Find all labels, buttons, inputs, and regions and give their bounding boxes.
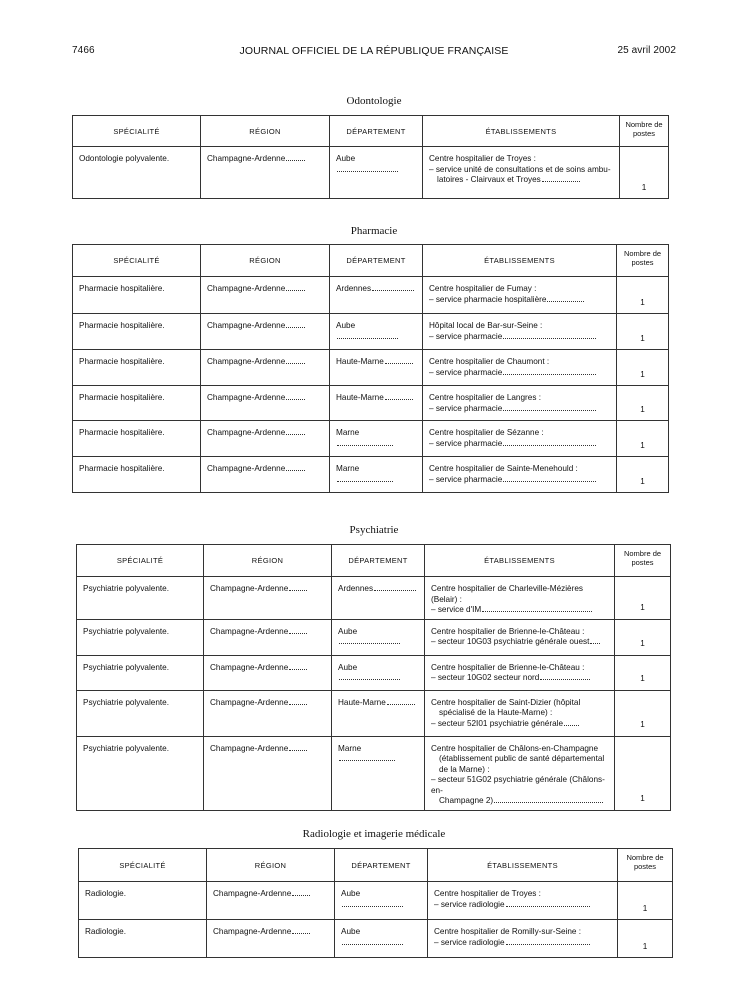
dotted-leader	[289, 745, 307, 751]
region-text: Champagne-Ardenne	[207, 428, 286, 437]
region-text: Champagne-Ardenne	[207, 464, 286, 473]
etablissement-name-cont: de la Marne) :	[439, 764, 490, 774]
departement-text: Aube	[338, 662, 358, 672]
cell-specialite: Odontologie polyvalente.	[73, 147, 201, 199]
etablissement-name: Centre hospitalier de Saint-Dizier (hôpital	[431, 697, 581, 707]
dotted-leader	[494, 797, 602, 803]
service-line: – service radiologie	[434, 937, 505, 947]
dotted-leader	[292, 928, 310, 934]
cell-etablissements	[423, 147, 620, 199]
cell-etablissements	[423, 457, 617, 493]
service-line: – service d'IM	[431, 605, 482, 614]
departement-text: Marne	[336, 464, 360, 473]
dotted-leader	[540, 674, 590, 680]
cell-postes: 1	[615, 619, 671, 655]
cell-departement	[330, 421, 423, 457]
service-line: – secteur 10G02 secteur nord	[431, 673, 540, 682]
dotted-leader	[286, 285, 305, 291]
dotted-leader	[385, 394, 413, 400]
col-header-specialite: SPÉCIALITÉ	[73, 245, 201, 277]
cell-departement	[332, 690, 425, 736]
service-line: – service pharmacie	[429, 331, 503, 341]
cell-specialite: Pharmacie hospitalière.	[73, 386, 201, 421]
cell-region	[204, 655, 332, 690]
page-number: 7466	[72, 45, 95, 56]
table-header-row	[73, 116, 669, 147]
cell-departement	[330, 386, 423, 421]
cell-specialite: Pharmacie hospitalière.	[73, 421, 201, 457]
col-header-region: RÉGION	[201, 245, 330, 277]
section-title: Radiologie et imagerie médicale	[302, 828, 446, 840]
col-header-specialite: SPÉCIALITÉ	[79, 849, 207, 882]
postes-header-line1: Nombre de	[623, 549, 662, 558]
positions-table	[72, 244, 669, 493]
dotted-leader	[292, 890, 310, 896]
etablissement-name: Centre hospitalier de Romilly-sur-Seine :	[434, 927, 581, 936]
table-header-row	[77, 545, 671, 577]
dotted-leader	[289, 699, 307, 705]
table-row	[73, 147, 669, 199]
col-header-departement: DÉPARTEMENT	[332, 545, 425, 577]
cell-postes: 1	[615, 577, 671, 620]
dotted-leader	[337, 476, 393, 482]
dotted-leader	[342, 901, 403, 907]
section-title: Pharmacie	[350, 225, 398, 237]
col-header-departement: DÉPARTEMENT	[335, 849, 428, 882]
cell-departement	[330, 350, 423, 386]
dotted-leader	[339, 674, 400, 680]
positions-table	[78, 848, 673, 958]
departement-text: Aube	[341, 889, 361, 898]
cell-region	[207, 882, 335, 920]
dotted-leader	[374, 585, 416, 591]
service-line: – secteur 52I01 psychiatrie générale	[431, 718, 563, 728]
col-header-postes	[618, 849, 673, 882]
cell-region	[201, 314, 330, 350]
cell-departement	[332, 619, 425, 655]
cell-region	[204, 690, 332, 736]
cell-etablissements	[423, 421, 617, 457]
table-row	[73, 457, 669, 493]
etablissement-name: Centre hospitalier de Charleville-Mézières (Belair) :	[431, 584, 583, 604]
dotted-leader	[482, 606, 592, 612]
dotted-leader	[286, 429, 305, 435]
cell-departement	[332, 577, 425, 620]
cell-specialite: Psychiatrie polyvalente.	[77, 690, 204, 736]
col-header-etablissements: ÉTABLISSEMENTS	[423, 245, 617, 277]
table-header-row	[73, 245, 669, 277]
dotted-leader	[286, 155, 305, 161]
dotted-leader	[289, 585, 307, 591]
dotted-leader	[289, 664, 307, 670]
dotted-leader	[289, 628, 307, 634]
cell-departement	[330, 277, 423, 314]
col-header-etablissements: ÉTABLISSEMENTS	[425, 545, 615, 577]
col-header-region: RÉGION	[204, 545, 332, 577]
cell-etablissements	[428, 920, 618, 958]
dotted-leader	[542, 176, 580, 182]
region-text: Champagne-Ardenne	[210, 697, 289, 707]
cell-postes: 1	[617, 457, 669, 493]
service-line-cont: Champagne 2)	[439, 796, 494, 805]
cell-departement	[330, 457, 423, 493]
cell-postes: 1	[617, 350, 669, 386]
departement-text: Haute-Marne	[338, 697, 386, 707]
cell-departement	[335, 920, 428, 958]
region-text: Champagne-Ardenne	[207, 393, 286, 402]
cell-region	[201, 350, 330, 386]
table-row	[77, 655, 671, 690]
journal-title: JOURNAL OFFICIEL DE LA RÉPUBLIQUE FRANÇAISE	[239, 45, 509, 57]
table-row	[79, 920, 673, 958]
cell-etablissements	[423, 314, 617, 350]
table-row	[73, 386, 669, 421]
table-row	[77, 577, 671, 620]
cell-specialite: Pharmacie hospitalière.	[73, 277, 201, 314]
dotted-leader	[337, 333, 398, 339]
dotted-leader	[503, 405, 595, 411]
region-text: Champagne-Ardenne	[207, 321, 286, 330]
issue-date: 25 avril 2002	[617, 45, 676, 56]
cell-specialite: Psychiatrie polyvalente.	[77, 619, 204, 655]
cell-specialite: Radiologie.	[79, 882, 207, 920]
dotted-leader	[590, 638, 600, 644]
postes-header-line2: postes	[631, 258, 654, 267]
cell-postes: 1	[617, 314, 669, 350]
departement-text: Aube	[341, 927, 361, 936]
cell-departement	[330, 147, 423, 199]
postes-header-line2: postes	[633, 862, 657, 871]
cell-etablissements	[425, 655, 615, 690]
etablissement-name: Centre hospitalier de Brienne-le-Château :	[431, 662, 585, 672]
dotted-leader	[564, 720, 579, 726]
cell-region	[204, 619, 332, 655]
col-header-specialite: SPÉCIALITÉ	[77, 545, 204, 577]
cell-etablissements	[425, 577, 615, 620]
dotted-leader	[372, 285, 414, 291]
etablissement-name: Centre hospitalier de Brienne-le-Château :	[431, 626, 585, 636]
dotted-leader	[385, 358, 413, 364]
cell-postes: 1	[617, 277, 669, 314]
etablissement-name: Centre hospitalier de Troyes :	[434, 889, 541, 898]
service-line: – service pharmacie hospitalière	[429, 294, 547, 304]
cell-region	[207, 920, 335, 958]
col-header-postes	[615, 545, 671, 577]
table-row	[77, 619, 671, 655]
region-text: Champagne-Ardenne	[207, 284, 286, 293]
region-text: Champagne-Ardenne	[213, 889, 292, 898]
cell-region	[201, 277, 330, 314]
positions-table	[72, 115, 669, 199]
section-title: Psychiatrie	[349, 524, 399, 536]
dotted-leader	[506, 901, 590, 907]
etablissement-name: Centre hospitalier de Sézanne :	[429, 428, 544, 437]
cell-departement	[332, 736, 425, 810]
region-text: Champagne-Ardenne	[210, 743, 289, 753]
postes-header-line2: postes	[632, 129, 656, 138]
postes-header-line1: Nombre de	[623, 249, 662, 258]
cell-etablissements	[425, 690, 615, 736]
dotted-leader	[286, 358, 305, 364]
cell-etablissements	[425, 619, 615, 655]
dotted-leader	[503, 333, 595, 339]
etablissement-name-cont: (établissement public de santé départemental	[439, 754, 605, 763]
region-text: Champagne-Ardenne	[210, 626, 289, 636]
dotted-leader	[339, 638, 400, 644]
col-header-specialite: SPÉCIALITÉ	[73, 116, 201, 147]
dotted-leader	[503, 476, 595, 482]
departement-text: Ardennes	[336, 284, 372, 293]
cell-postes: 1	[615, 690, 671, 736]
region-text: Champagne-Ardenne	[210, 584, 289, 593]
table-row	[77, 690, 671, 736]
cell-specialite: Psychiatrie polyvalente.	[77, 655, 204, 690]
col-header-region: RÉGION	[201, 116, 330, 147]
cell-specialite: Pharmacie hospitalière.	[73, 457, 201, 493]
col-header-postes	[617, 245, 669, 277]
dotted-leader	[503, 369, 595, 375]
cell-postes: 1	[615, 736, 671, 810]
dotted-leader	[506, 939, 590, 945]
departement-text: Aube	[336, 154, 356, 163]
col-header-region: RÉGION	[207, 849, 335, 882]
cell-departement	[335, 882, 428, 920]
table-header-row	[79, 849, 673, 882]
col-header-departement: DÉPARTEMENT	[330, 116, 423, 147]
service-line-cont: latoires - Clairvaux et Troyes	[437, 175, 541, 184]
dotted-leader	[547, 296, 583, 302]
cell-departement	[332, 655, 425, 690]
postes-header-line1: Nombre de	[625, 120, 663, 129]
etablissement-name: Centre hospitalier de Châlons-en-Champagne	[431, 743, 599, 753]
departement-text: Marne	[338, 743, 362, 753]
dotted-leader	[503, 440, 595, 446]
cell-postes: 1	[620, 147, 669, 199]
col-header-departement: DÉPARTEMENT	[330, 245, 423, 277]
dotted-leader	[337, 440, 393, 446]
table-row	[73, 350, 669, 386]
departement-text: Ardennes	[338, 584, 374, 593]
cell-postes: 1	[617, 421, 669, 457]
departement-text: Haute-Marne	[336, 393, 384, 402]
etablissement-name: Hôpital local de Bar-sur-Seine :	[429, 321, 543, 330]
cell-postes: 1	[618, 882, 673, 920]
postes-header-line2: postes	[631, 558, 654, 567]
col-header-etablissements: ÉTABLISSEMENTS	[423, 116, 620, 147]
table-row	[73, 314, 669, 350]
departement-text: Aube	[336, 321, 356, 330]
dotted-leader	[342, 939, 403, 945]
etablissement-name: Centre hospitalier de Langres :	[429, 393, 541, 402]
service-line: – service pharmacie	[429, 474, 503, 484]
cell-specialite: Pharmacie hospitalière.	[73, 314, 201, 350]
cell-postes: 1	[618, 920, 673, 958]
etablissement-name-cont: spécialisé de la Haute-Marne) :	[439, 708, 553, 717]
service-line: – service pharmacie	[429, 438, 503, 448]
region-text: Champagne-Ardenne	[213, 927, 292, 936]
region-text: Champagne-Ardenne	[207, 154, 286, 163]
etablissement-name: Centre hospitalier de Troyes :	[429, 154, 536, 163]
etablissement-name: Centre hospitalier de Fumay :	[429, 284, 537, 293]
cell-region	[201, 457, 330, 493]
etablissement-name: Centre hospitalier de Sainte-Menehould :	[429, 464, 578, 473]
etablissement-name: Centre hospitalier de Chaumont :	[429, 357, 550, 366]
cell-departement	[330, 314, 423, 350]
service-line: – secteur 10G03 psychiatrie générale ouest	[431, 637, 590, 646]
cell-etablissements	[425, 736, 615, 810]
cell-etablissements	[423, 277, 617, 314]
dotted-leader	[337, 166, 398, 172]
departement-text: Haute-Marne	[336, 357, 384, 366]
service-line: – service pharmacie	[429, 367, 503, 377]
cell-region	[201, 386, 330, 421]
cell-specialite: Psychiatrie polyvalente.	[77, 577, 204, 620]
cell-region	[201, 421, 330, 457]
table-row	[73, 421, 669, 457]
cell-specialite: Pharmacie hospitalière.	[73, 350, 201, 386]
cell-specialite: Radiologie.	[79, 920, 207, 958]
postes-header-line1: Nombre de	[626, 853, 664, 862]
table-row	[73, 277, 669, 314]
cell-region	[201, 147, 330, 199]
service-line: – secteur 51G02 psychiatrie générale (Châlons-en-	[431, 775, 605, 795]
region-text: Champagne-Ardenne	[210, 662, 289, 672]
table-row	[77, 736, 671, 810]
dotted-leader	[286, 394, 305, 400]
cell-region	[204, 577, 332, 620]
service-line: – service unité de consultations et de soins ambu-	[429, 164, 611, 174]
col-header-etablissements: ÉTABLISSEMENTS	[428, 849, 618, 882]
service-line: – service pharmacie	[429, 403, 503, 413]
table-row	[79, 882, 673, 920]
departement-text: Marne	[336, 428, 360, 437]
cell-postes: 1	[617, 386, 669, 421]
service-line: – service radiologie	[434, 899, 505, 909]
cell-etablissements	[428, 882, 618, 920]
cell-postes: 1	[615, 655, 671, 690]
dotted-leader	[286, 465, 305, 471]
departement-text: Aube	[338, 626, 358, 636]
col-header-postes	[620, 116, 669, 147]
positions-table	[76, 544, 671, 811]
cell-region	[204, 736, 332, 810]
cell-specialite: Psychiatrie polyvalente.	[77, 736, 204, 810]
cell-etablissements	[423, 386, 617, 421]
dotted-leader	[387, 699, 415, 705]
region-text: Champagne-Ardenne	[207, 357, 286, 366]
dotted-leader	[286, 322, 305, 328]
dotted-leader	[339, 755, 395, 761]
cell-etablissements	[423, 350, 617, 386]
section-title: Odontologie	[346, 95, 402, 107]
